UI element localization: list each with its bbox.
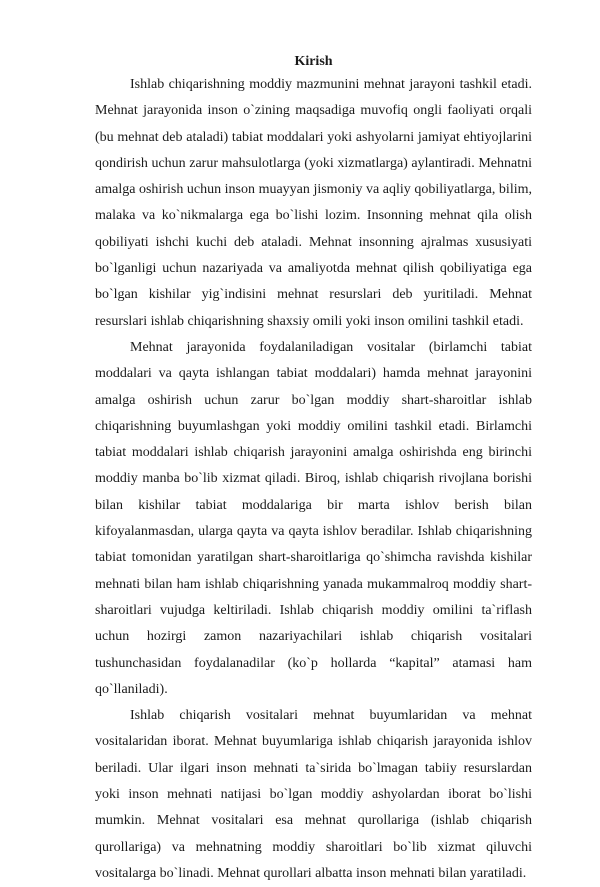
paragraph-2 — [95, 335, 532, 703]
paragraph-1 — [95, 72, 532, 335]
paragraph-text: Ishlab chiqarish vositalari mehnat buyumlaridan va mehnat vositalaridan iborat. Mehnat buyumlariga ishlab chiqarish jarayonida ishlov beriladi. Ular ilgari inson mehnati ta`sirida bo`lmagan tabiiy resurslardan yoki inson mehnati natijasi bo`lgan moddiy ashyolardan iborat bo`lishi mumkin. Mehnat vositalari esa mehnat qurollariga (ishlab chiqarish qurollariga) va mehnatning moddiy sharoitlari bo`lib xizmat qiluvchi vositalarga bo`linadi. Mehnat qurollari albatta inson mehnati bilan yaratiladi. — [95, 708, 532, 881]
paragraph-text: Ishlab chiqarishning moddiy mazmunini mehnat jarayoni tashkil etadi. Mehnat jarayonida inson o`zining maqsadiga muvofiq ongli faoliyati orqali (bu mehnat deb ataladi) tabiat moddalari yoki ashyolarni jamiyat ehtiyojlarini qondirish uchun zarur mahsulotlarga (yoki xizmatlarga) aylantiradi. Mehnatni amalga oshirish uchun inson muayyan jismoniy va aqliy qobiliyatlarga, bilim, malaka va ko`nikmalarga ega bo`lishi lozim. Insonning mehnat qila olish qobiliyati ishchi kuchi deb ataladi. Mehnat insonning ajralmas xususiyati bo`lganligi uchun nazariyada va amaliyotda mehnat qilish qobiliyatiga ega bo`lgan kishilar yig`indisini mehnat resurslari deb yuritiladi. Mehnat resurslari ishlab chiqarishning shaxsiy omili yoki inson omilini tashkil etadi. — [95, 77, 532, 329]
paragraph-3 — [95, 703, 532, 887]
page-title: Kirish — [294, 54, 333, 69]
paragraph-text: Mehnat jarayonida foydalaniladigan vositalar (birlamchi tabiat moddalari va qayta ishlangan tabiat moddalari) hamda mehnat jarayonini amalga oshirish uchun zarur bo`lgan moddiy shart-sharoitlar ishlab chiqarishning buyumlashgan yoki moddiy omilini tashkil etadi. Birlamchi tabiat moddalari ishlab chiqarish jarayonini amalga oshirishda eng birinchi moddiy manba bo`lib xizmat qiladi. Biroq, ishlab chiqarish rivojlana borishi bilan kishilar tabiat moddalariga bir marta ishlov berish bilan kifoyalanmasdan, ularga qayta va qayta ishlov beradilar. Ishlab chiqarishning tabiat tomonidan yaratilgan shart-sharoitlariga qo`shimcha ravishda kishilar mehnati bilan ham ishlab chiqarishning yanada mukammalroq moddiy shart-sharoitlari vujudga keltiriladi. Ishlab chiqarish moddiy omilini ta`riflash uchun hozirgi zamon nazariyachilari ishlab chiqarish vositalari tushunchasidan foydalanadilar (ko`p hollarda “kapital” atamasi ham qo`llaniladi). — [95, 339, 532, 697]
